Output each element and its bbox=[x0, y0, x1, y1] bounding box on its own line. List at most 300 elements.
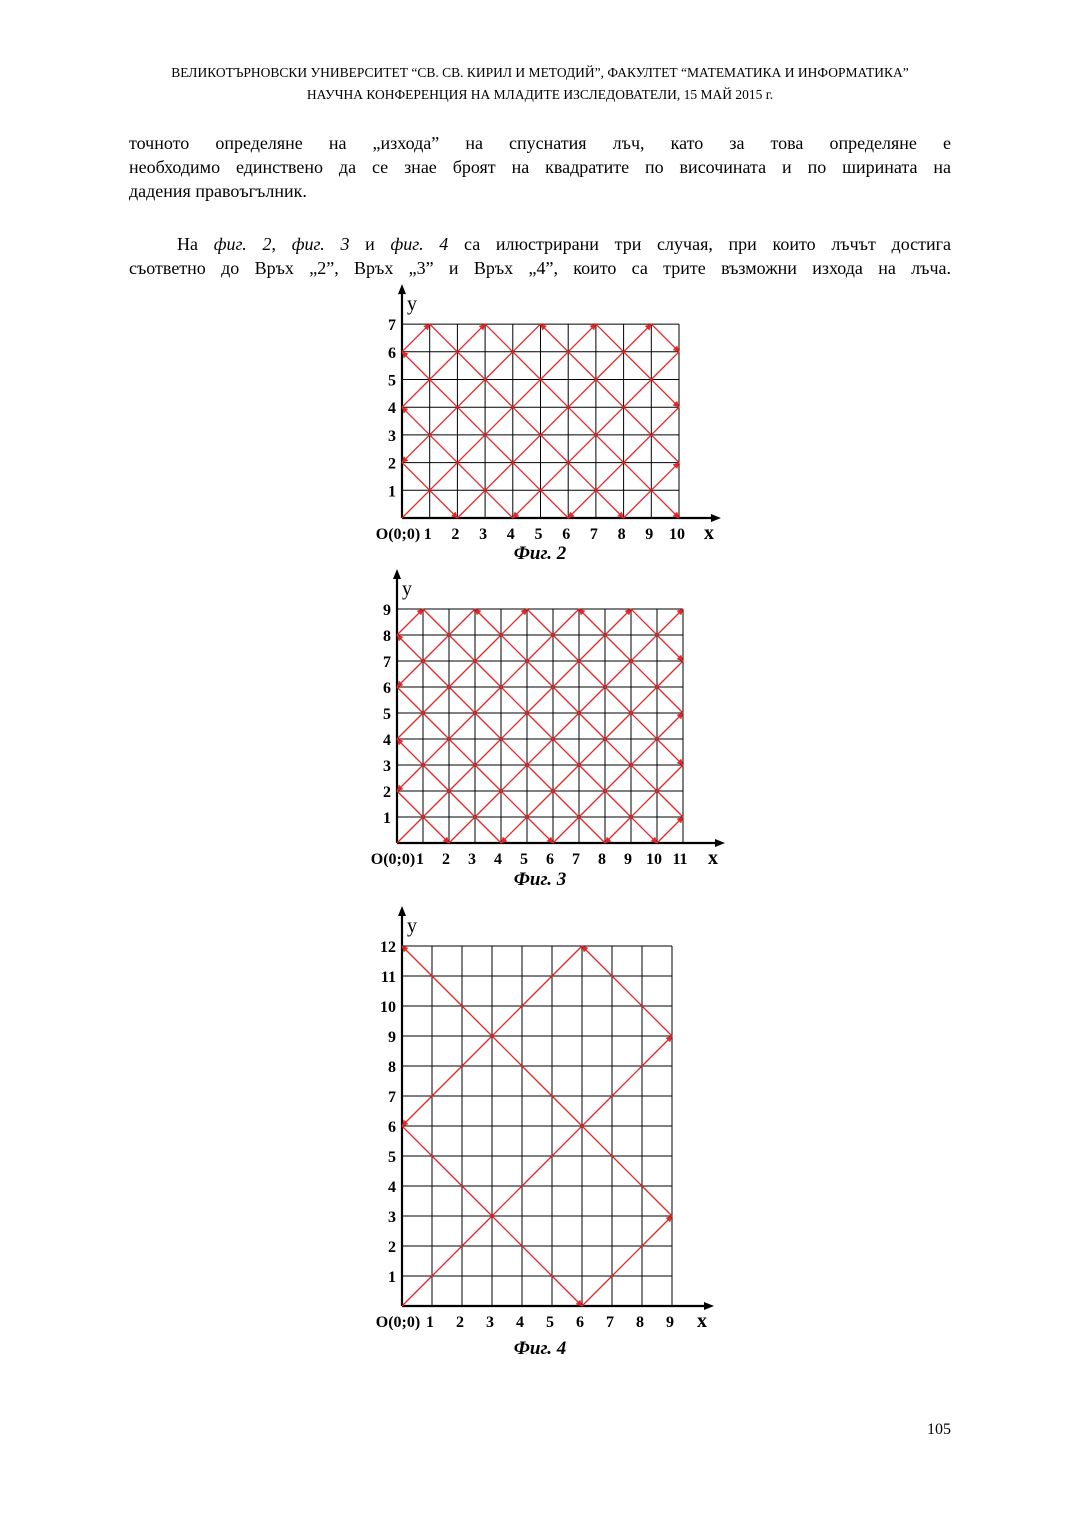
beam-segment bbox=[553, 609, 579, 635]
x-tick-label: 2 bbox=[451, 526, 460, 543]
beam-segment bbox=[582, 946, 612, 976]
paragraph-2-sep-1: , bbox=[271, 234, 292, 254]
beam-segment bbox=[552, 1096, 582, 1126]
beam-segment bbox=[541, 490, 569, 518]
beam-segment bbox=[402, 407, 430, 435]
beam-segment bbox=[423, 765, 449, 791]
y-tick-label: 6 bbox=[388, 1119, 396, 1136]
beam-segment bbox=[605, 765, 631, 791]
beam-segment bbox=[522, 1246, 552, 1276]
beam-segment bbox=[449, 739, 475, 765]
beam-segment bbox=[605, 661, 631, 687]
beam-segment bbox=[553, 739, 579, 765]
beam-segment bbox=[657, 635, 683, 661]
beam-segment bbox=[513, 324, 541, 352]
beam-segment bbox=[605, 739, 631, 765]
beam-segment bbox=[475, 817, 501, 843]
beam-segment bbox=[624, 490, 652, 518]
figure-caption: Фиг. 3 bbox=[513, 869, 567, 890]
beam-segment bbox=[631, 817, 657, 843]
beam-segment bbox=[631, 739, 657, 765]
y-tick-label: 9 bbox=[383, 602, 391, 619]
beam-segment bbox=[642, 1186, 672, 1216]
y-axis-label: y bbox=[402, 578, 412, 600]
beam-segment bbox=[624, 407, 652, 435]
beam-segment bbox=[513, 463, 541, 491]
beam-segment bbox=[596, 324, 624, 352]
beam-segment bbox=[485, 490, 513, 518]
beam-segment bbox=[501, 661, 527, 687]
x-tick-label: 9 bbox=[624, 851, 632, 868]
y-tick-label: 5 bbox=[383, 706, 391, 723]
beam-segment bbox=[657, 765, 683, 791]
paragraph-2-sep-2: и bbox=[349, 234, 391, 254]
beam-segment bbox=[631, 791, 657, 817]
beam-segment bbox=[492, 1186, 522, 1216]
beam-segment bbox=[402, 946, 432, 976]
beam-segment bbox=[430, 463, 458, 491]
beam-segment bbox=[492, 1036, 522, 1066]
x-axis-label: x bbox=[704, 522, 714, 544]
x-tick-label: 7 bbox=[606, 1314, 614, 1331]
beam-segment bbox=[596, 380, 624, 408]
beam-segment bbox=[527, 635, 553, 661]
beam-segment bbox=[553, 713, 579, 739]
beam-segment bbox=[475, 791, 501, 817]
beam-segment bbox=[397, 739, 423, 765]
paragraph-2-rest: са илюстрирани три случая, при които лъчът достига bbox=[448, 234, 951, 254]
beam-segment bbox=[582, 1276, 612, 1306]
x-tick-label: 8 bbox=[617, 526, 626, 543]
beam-segment bbox=[651, 435, 679, 463]
paragraph-2-line-2: съответно до Връх „2”, Връх „3” и Връх „4”, които са трите възможни изхода на лъча. bbox=[129, 258, 951, 278]
beam-segment bbox=[631, 635, 657, 661]
beam-segment bbox=[651, 324, 679, 352]
beam-segment bbox=[568, 380, 596, 408]
beam-segment bbox=[579, 739, 605, 765]
x-tick-label: 7 bbox=[572, 851, 580, 868]
beam-segment bbox=[527, 661, 553, 687]
beam-segment bbox=[423, 687, 449, 713]
beam-segment bbox=[501, 765, 527, 791]
beam-segment bbox=[397, 817, 423, 843]
beam-segment bbox=[449, 713, 475, 739]
x-axis-arrow-icon bbox=[704, 1302, 714, 1310]
beam-segment bbox=[527, 765, 553, 791]
beam-segment bbox=[397, 661, 423, 687]
beam-segment bbox=[449, 765, 475, 791]
beam-segment bbox=[501, 791, 527, 817]
beam-segment bbox=[430, 380, 458, 408]
beam-segment bbox=[541, 463, 569, 491]
y-tick-label: 3 bbox=[388, 427, 396, 445]
beam-segment bbox=[402, 435, 430, 463]
figure-ref-3: фиг. 3 bbox=[291, 234, 350, 254]
x-tick-label: 5 bbox=[520, 851, 528, 868]
beam-segment bbox=[397, 713, 423, 739]
beam-segment bbox=[582, 1096, 612, 1126]
x-axis-arrow-icon bbox=[715, 839, 725, 847]
beam-segment bbox=[423, 791, 449, 817]
beam-segment bbox=[513, 407, 541, 435]
beam-segment bbox=[432, 1156, 462, 1186]
paragraph-2 bbox=[129, 232, 951, 280]
beam-segment bbox=[513, 352, 541, 380]
beam-segment bbox=[651, 490, 679, 518]
beam-segment bbox=[596, 435, 624, 463]
header-line-1: ВЕЛИКОТЪРНОВСКИ УНИВЕРСИТЕТ “СВ. СВ. КИРИЛ И МЕТОДИЙ”, ФАКУЛТЕТ “МАТЕМАТИКА И ИНФОРМАТИКА” bbox=[171, 65, 909, 80]
y-tick-label: 2 bbox=[388, 455, 396, 473]
y-tick-label: 1 bbox=[388, 1269, 396, 1286]
y-tick-label: 3 bbox=[383, 758, 391, 775]
beam-segment bbox=[397, 765, 423, 791]
paragraph-1-line-1: точното определяне на „изхода” на спуснатия лъч, като за това определяне е bbox=[129, 133, 951, 153]
beam-segment bbox=[432, 976, 462, 1006]
beam-segment bbox=[651, 407, 679, 435]
beam-segment bbox=[553, 817, 579, 843]
beam-segment bbox=[449, 687, 475, 713]
paragraph-2-prefix: На bbox=[177, 234, 214, 254]
beam-segment bbox=[579, 791, 605, 817]
beam-segment bbox=[579, 713, 605, 739]
x-tick-label: 9 bbox=[645, 526, 654, 543]
beam-segment bbox=[527, 791, 553, 817]
x-tick-label: 3 bbox=[479, 526, 488, 543]
beam-segment bbox=[449, 661, 475, 687]
beam-segment bbox=[423, 635, 449, 661]
y-tick-label: 4 bbox=[388, 1179, 396, 1196]
y-tick-label: 7 bbox=[388, 317, 396, 335]
beam-segment bbox=[657, 713, 683, 739]
beam-segment bbox=[552, 1126, 582, 1156]
y-axis-arrow-icon bbox=[393, 569, 401, 579]
beam-segment bbox=[579, 635, 605, 661]
beam-segment bbox=[402, 1096, 432, 1126]
beam-segment bbox=[657, 817, 683, 843]
x-tick-label: 5 bbox=[534, 526, 543, 543]
x-tick-label: 8 bbox=[598, 851, 606, 868]
beam-segment bbox=[485, 380, 513, 408]
y-axis-arrow-icon bbox=[398, 284, 406, 294]
y-tick-label: 6 bbox=[383, 680, 391, 697]
y-tick-label: 3 bbox=[388, 1209, 396, 1226]
beam-segment bbox=[475, 739, 501, 765]
beam-segment bbox=[475, 635, 501, 661]
beam-segment bbox=[501, 739, 527, 765]
beam-segment bbox=[631, 609, 657, 635]
beam-segment bbox=[432, 1246, 462, 1276]
x-tick-label: 4 bbox=[516, 1314, 524, 1331]
beam-segment bbox=[462, 1216, 492, 1246]
beam-segment bbox=[501, 609, 527, 635]
beam-segment bbox=[657, 791, 683, 817]
beam-segment bbox=[568, 435, 596, 463]
x-axis-arrow-icon bbox=[711, 514, 721, 522]
beam-segment bbox=[397, 687, 423, 713]
beam-segment bbox=[605, 609, 631, 635]
beam-segment bbox=[651, 352, 679, 380]
x-tick-label: 4 bbox=[506, 526, 515, 543]
beam-segment bbox=[605, 635, 631, 661]
y-tick-label: 8 bbox=[383, 628, 391, 645]
y-tick-label: 5 bbox=[388, 372, 396, 390]
beam-segment bbox=[485, 324, 513, 352]
beam-segment bbox=[642, 1006, 672, 1036]
y-tick-label: 10 bbox=[380, 999, 396, 1016]
beam-segment bbox=[605, 713, 631, 739]
x-tick-label: 9 bbox=[666, 1314, 674, 1331]
beam-segment bbox=[568, 463, 596, 491]
beam-segment bbox=[457, 407, 485, 435]
beam-segment bbox=[449, 791, 475, 817]
figure-caption: Фиг. 4 bbox=[513, 1338, 567, 1359]
beam-segment bbox=[485, 407, 513, 435]
y-tick-label: 9 bbox=[388, 1029, 396, 1046]
x-tick-label: 3 bbox=[468, 851, 476, 868]
beam-segment bbox=[657, 661, 683, 687]
paragraph-1-line-3: дадения правоъгълник. bbox=[129, 181, 307, 201]
figure-ref-2: фиг. 2 bbox=[213, 234, 272, 254]
y-axis-label: y bbox=[407, 915, 417, 937]
beam-segment bbox=[552, 946, 582, 976]
paragraph-1 bbox=[129, 131, 951, 203]
x-tick-label: 5 bbox=[546, 1314, 554, 1331]
beam-segment bbox=[430, 435, 458, 463]
beam-segment bbox=[527, 687, 553, 713]
beam-segment bbox=[553, 765, 579, 791]
beam-segment bbox=[631, 687, 657, 713]
beam-segment bbox=[457, 490, 485, 518]
y-tick-label: 11 bbox=[380, 969, 396, 986]
beam-segment bbox=[430, 352, 458, 380]
y-tick-label: 2 bbox=[383, 784, 391, 801]
origin-label: O(0;0) bbox=[375, 526, 421, 543]
beam-segment bbox=[485, 435, 513, 463]
beam-segment bbox=[430, 490, 458, 518]
y-axis-arrow-icon bbox=[398, 906, 406, 916]
beam-segment bbox=[651, 463, 679, 491]
beam-segment bbox=[605, 687, 631, 713]
beam-segment bbox=[501, 635, 527, 661]
x-axis-label: x bbox=[697, 1310, 707, 1332]
beam-segment bbox=[552, 1276, 582, 1306]
beam-segment bbox=[397, 609, 423, 635]
beam-segment bbox=[475, 687, 501, 713]
beam-segment bbox=[605, 817, 631, 843]
x-tick-label: 6 bbox=[562, 526, 571, 543]
beam-segment bbox=[423, 817, 449, 843]
x-tick-label: 11 bbox=[672, 851, 688, 868]
beam-segment bbox=[579, 817, 605, 843]
beam-segment bbox=[522, 1156, 552, 1186]
beam-segment bbox=[596, 352, 624, 380]
beam-segment bbox=[457, 352, 485, 380]
beam-segment bbox=[423, 661, 449, 687]
beam-segment bbox=[475, 713, 501, 739]
beam-segment bbox=[462, 1186, 492, 1216]
beam-segment bbox=[579, 661, 605, 687]
y-tick-label: 7 bbox=[383, 654, 391, 671]
beam-segment bbox=[522, 1066, 552, 1096]
beam-segment bbox=[432, 1066, 462, 1096]
beam-segment bbox=[430, 324, 458, 352]
beam-segment bbox=[596, 407, 624, 435]
beam-segment bbox=[423, 739, 449, 765]
beam-segment bbox=[457, 435, 485, 463]
beam-segment bbox=[457, 380, 485, 408]
y-tick-label: 12 bbox=[380, 939, 396, 956]
beam-segment bbox=[624, 380, 652, 408]
beam-segment bbox=[657, 609, 683, 635]
y-tick-label: 5 bbox=[388, 1149, 396, 1166]
y-tick-label: 6 bbox=[388, 344, 396, 362]
x-tick-label: 4 bbox=[494, 851, 502, 868]
beam-segment bbox=[527, 713, 553, 739]
beam-segment bbox=[568, 324, 596, 352]
beam-segment bbox=[553, 687, 579, 713]
beam-segment bbox=[624, 352, 652, 380]
beam-segment bbox=[397, 791, 423, 817]
x-tick-label: 10 bbox=[669, 526, 685, 543]
beam-segment bbox=[541, 380, 569, 408]
beam-segment bbox=[657, 739, 683, 765]
y-tick-label: 1 bbox=[388, 483, 396, 501]
x-tick-label: 6 bbox=[546, 851, 554, 868]
x-tick-label: 1 bbox=[423, 526, 432, 543]
beam-segment bbox=[612, 1156, 642, 1186]
beam-segment bbox=[579, 765, 605, 791]
y-tick-label: 2 bbox=[388, 1239, 396, 1256]
y-tick-label: 4 bbox=[383, 732, 391, 749]
beam-segment bbox=[568, 407, 596, 435]
beam-segment bbox=[402, 352, 430, 380]
x-axis-label: x bbox=[708, 847, 718, 869]
beam-segment bbox=[513, 435, 541, 463]
y-axis-label: y bbox=[407, 293, 417, 316]
beam-segment bbox=[457, 324, 485, 352]
beam-segment bbox=[402, 490, 430, 518]
beam-segment bbox=[568, 490, 596, 518]
beam-segment bbox=[449, 635, 475, 661]
beam-segment bbox=[541, 352, 569, 380]
paragraph-1-line-2: необходимо единствено да се знае броят на квадратите по височината и по ширината на bbox=[129, 157, 951, 177]
y-tick-label: 7 bbox=[388, 1089, 396, 1106]
beam-segment bbox=[475, 765, 501, 791]
beam-segment bbox=[402, 1276, 432, 1306]
beam-segment bbox=[402, 463, 430, 491]
beam-segment bbox=[492, 1216, 522, 1246]
paragraph-2-line-1 bbox=[129, 232, 951, 256]
beam-segment bbox=[541, 435, 569, 463]
beam-segment bbox=[462, 1006, 492, 1036]
figure-3-diagram bbox=[340, 566, 740, 891]
beam-segment bbox=[527, 609, 553, 635]
beam-segment bbox=[457, 463, 485, 491]
beam-segment bbox=[397, 635, 423, 661]
y-tick-label: 1 bbox=[383, 810, 391, 827]
beam-segment bbox=[541, 324, 569, 352]
beam-segment bbox=[462, 1036, 492, 1066]
x-tick-label: 3 bbox=[486, 1314, 494, 1331]
beam-segment bbox=[402, 1126, 432, 1156]
origin-label: O(0;0) bbox=[370, 851, 416, 868]
x-tick-label: 7 bbox=[589, 526, 598, 543]
beam-segment bbox=[501, 687, 527, 713]
beam-segment bbox=[631, 661, 657, 687]
beam-segment bbox=[475, 609, 501, 635]
figure-caption: Фиг. 2 bbox=[513, 543, 567, 564]
beam-segment bbox=[501, 713, 527, 739]
beam-segment bbox=[568, 352, 596, 380]
x-tick-label: 8 bbox=[636, 1314, 644, 1331]
beam-segment bbox=[527, 817, 553, 843]
beam-segment bbox=[612, 1066, 642, 1096]
beam-segment bbox=[631, 765, 657, 791]
beam-segment bbox=[657, 687, 683, 713]
beam-segment bbox=[501, 817, 527, 843]
beam-segment bbox=[485, 352, 513, 380]
y-tick-label: 4 bbox=[388, 400, 396, 418]
y-tick-label: 8 bbox=[388, 1059, 396, 1076]
beam-segment bbox=[402, 380, 430, 408]
beam-segment bbox=[651, 380, 679, 408]
beam-segment bbox=[527, 739, 553, 765]
beam-segment bbox=[582, 1126, 612, 1156]
beam-segment bbox=[642, 1216, 672, 1246]
beam-segment bbox=[553, 791, 579, 817]
header-line-2: НАУЧНА КОНФЕРЕНЦИЯ НА МЛАДИТЕ ИЗСЛЕДОВАТЕЛИ, 15 МАЙ 2015 г. bbox=[306, 87, 774, 102]
beam-segment bbox=[612, 976, 642, 1006]
figure-ref-4: фиг. 4 bbox=[390, 234, 449, 254]
x-tick-label: 10 bbox=[646, 851, 662, 868]
page-number: 105 bbox=[927, 1421, 951, 1438]
beam-segment bbox=[624, 435, 652, 463]
beam-segment bbox=[624, 324, 652, 352]
beam-segment bbox=[596, 463, 624, 491]
beam-segment bbox=[624, 463, 652, 491]
beam-segment bbox=[596, 490, 624, 518]
beam-segment bbox=[642, 1036, 672, 1066]
x-tick-label: 2 bbox=[456, 1314, 464, 1331]
beam-segment bbox=[579, 609, 605, 635]
beam-segment bbox=[475, 661, 501, 687]
beam-segment bbox=[605, 791, 631, 817]
figure-4-diagram bbox=[340, 888, 740, 1363]
beam-segment bbox=[553, 661, 579, 687]
beam-segment bbox=[423, 609, 449, 635]
beam-segment bbox=[423, 713, 449, 739]
beam-segment bbox=[541, 407, 569, 435]
x-tick-label: 1 bbox=[426, 1314, 434, 1331]
beam-segment bbox=[402, 324, 430, 352]
beam-segment bbox=[553, 635, 579, 661]
beam-segment bbox=[449, 817, 475, 843]
figure-2-diagram bbox=[340, 282, 740, 572]
beam-segment bbox=[513, 490, 541, 518]
beam-segment bbox=[522, 976, 552, 1006]
beam-segment bbox=[612, 1246, 642, 1276]
x-tick-label: 6 bbox=[576, 1314, 584, 1331]
origin-label: O(0;0) bbox=[375, 1314, 421, 1331]
beam-segment bbox=[430, 407, 458, 435]
x-tick-label: 1 bbox=[416, 851, 424, 868]
beam-segment bbox=[513, 380, 541, 408]
beam-segment bbox=[579, 687, 605, 713]
beam-segment bbox=[631, 713, 657, 739]
beam-segment bbox=[492, 1006, 522, 1036]
beam-segment bbox=[449, 609, 475, 635]
beam-segment bbox=[485, 463, 513, 491]
